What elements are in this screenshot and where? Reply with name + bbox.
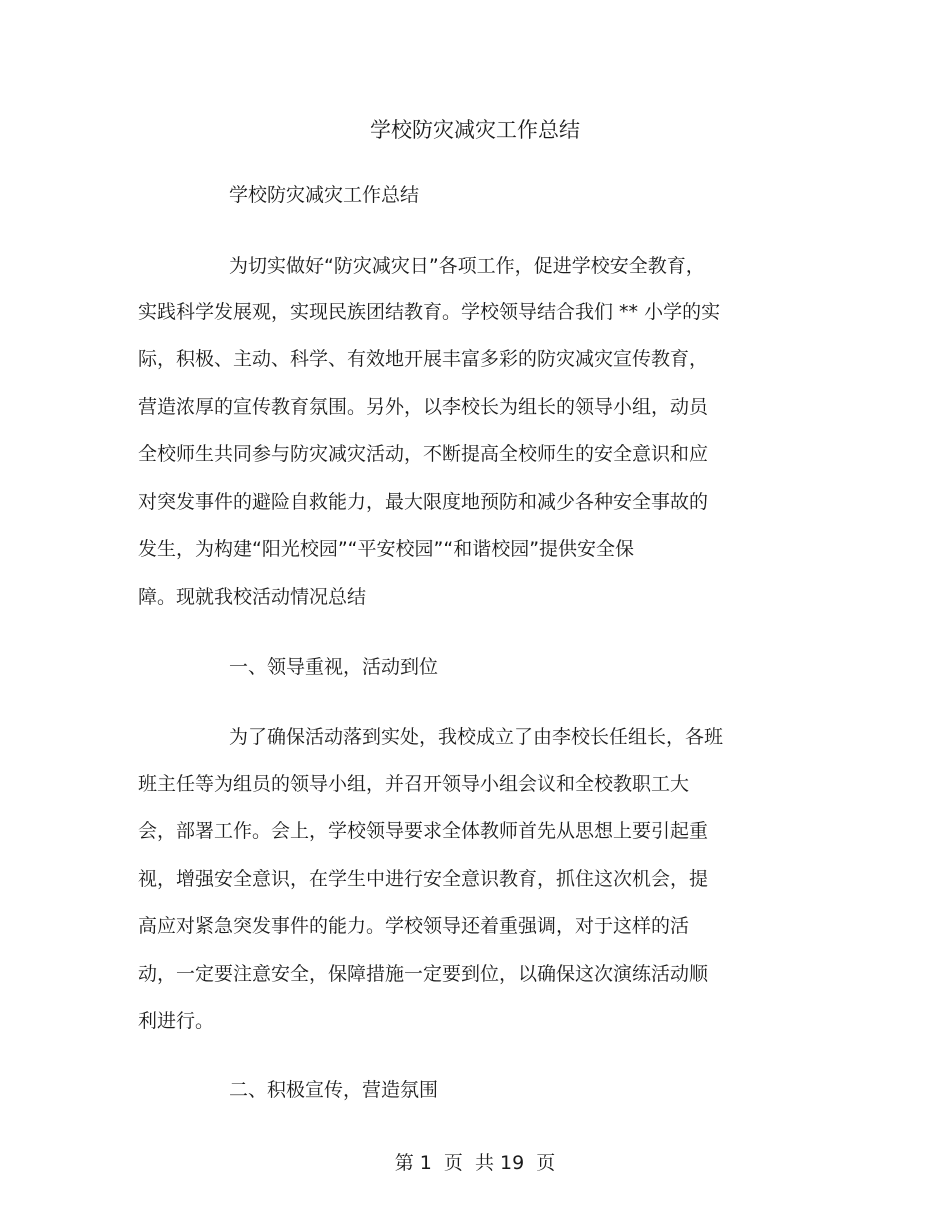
section-heading-2: 二、积极宣传，营造氛围 bbox=[229, 1079, 439, 1101]
paragraph-line: 际，积极、主动、科学、有效地开展丰富多彩的防灾减灾宣传教育， bbox=[138, 348, 709, 370]
document-title: 学校防灾减灾工作总结 bbox=[370, 118, 580, 142]
paragraph-line: 为了确保活动落到实处，我校成立了由李校长任组长，各班 bbox=[229, 726, 724, 748]
document-subtitle: 学校防灾减灾工作总结 bbox=[229, 184, 420, 206]
section-heading-1: 一、领导重视，活动到位 bbox=[229, 656, 439, 678]
paragraph-line: 会，部署工作。会上，学校领导要求全体教师首先从思想上要引起重 bbox=[138, 820, 709, 842]
paragraph-line: 发生，为构建“阳光校园”“平安校园”“和谐校园”提供安全保 bbox=[138, 538, 635, 560]
paragraph-line: 障。现就我校活动情况总结 bbox=[138, 586, 367, 608]
page-number-footer: 第 1 页 共 19 页 bbox=[394, 1152, 556, 1174]
paragraph-line: 利进行。 bbox=[138, 1010, 215, 1032]
paragraph-line: 高应对紧急突发事件的能力。学校领导还着重强调，对于这样的活 bbox=[138, 915, 690, 937]
paragraph-line: 视，增强安全意识，在学生中进行安全意识教育，抓住这次机会，提 bbox=[138, 868, 709, 890]
paragraph-line: 全校师生共同参与防灾减灾活动，不断提高全校师生的安全意识和应 bbox=[138, 443, 709, 465]
paragraph-line: 班主任等为组员的领导小组，并召开领导小组会议和全校教职工大 bbox=[138, 773, 690, 795]
paragraph-line: 为切实做好“防灾减灾日”各项工作，促进学校安全教育， bbox=[229, 255, 705, 277]
paragraph-line: 动，一定要注意安全，保障措施一定要到位，以确保这次演练活动顺 bbox=[138, 963, 709, 985]
paragraph-line: 实践科学发展观，实现民族团结教育。学校领导结合我们 ** 小学的实 bbox=[138, 301, 721, 323]
paragraph-line: 对突发事件的避险自救能力，最大限度地预防和减少各种安全事故的 bbox=[138, 491, 709, 513]
paragraph-line: 营造浓厚的宣传教育氛围。另外，以李校长为组长的领导小组，动员 bbox=[138, 396, 709, 418]
